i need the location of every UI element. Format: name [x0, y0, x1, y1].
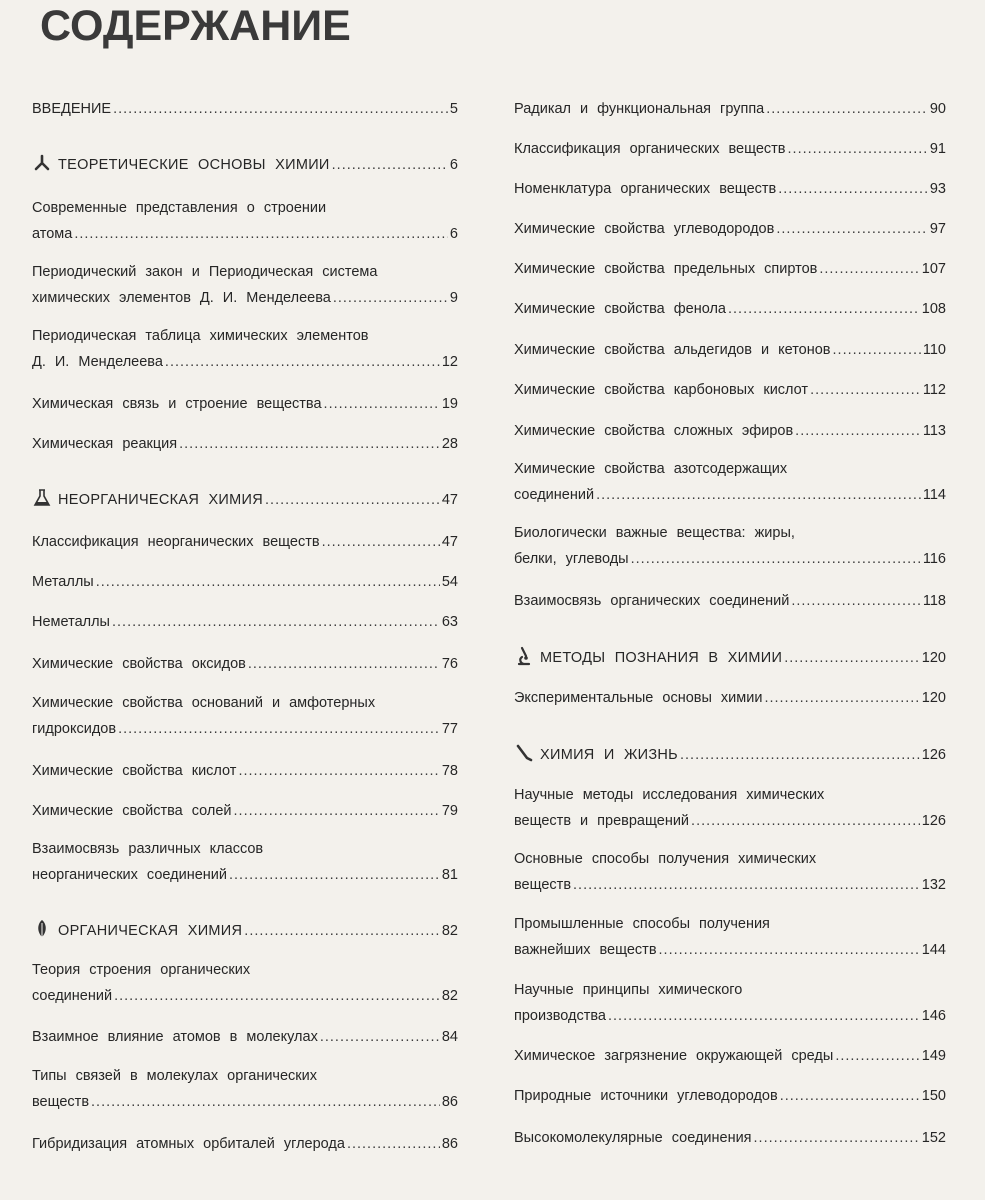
- toc-entry-text: важнейших веществ: [514, 942, 657, 958]
- dot-leader: [112, 609, 440, 635]
- dot-leader: [680, 742, 920, 768]
- toc-entry-text: Химические свойства углеводородов: [514, 221, 775, 237]
- page-number: 146: [921, 1008, 946, 1024]
- toc-entry-text: Химические свойства солей: [32, 803, 232, 819]
- toc-entry-row: [32, 431, 458, 457]
- toc-entry-text: Экспериментальные основы химии: [514, 690, 763, 706]
- toc-entry: [32, 1024, 458, 1050]
- toc-entry-text: Металлы: [32, 574, 94, 590]
- toc-entry-text: веществ: [32, 1094, 90, 1110]
- toc-entry-row: [32, 918, 458, 944]
- dot-leader: [333, 285, 448, 311]
- dot-leader: [265, 487, 440, 513]
- toc-entry-text: Классификация органических веществ: [514, 141, 786, 157]
- dot-leader: [320, 1024, 440, 1050]
- toc-entry-text: Природные источники углеводородов: [514, 1088, 778, 1104]
- toc-entry-text: Взаимное влияние атомов в молекулах: [32, 1029, 318, 1045]
- toc-entry-row: [514, 216, 946, 242]
- toc-entry-text: Научные принципы химического: [514, 982, 743, 998]
- toc-entry-row: [514, 337, 946, 363]
- toc-entry: [32, 569, 458, 595]
- dot-leader: [179, 431, 440, 457]
- toc-entry: [514, 782, 946, 834]
- page-number: 5: [449, 101, 458, 117]
- section-title: НЕОРГАНИЧЕСКАЯ ХИМИЯ: [58, 492, 264, 508]
- toc-entry-row: [32, 609, 458, 635]
- page-number: 112: [922, 382, 946, 398]
- toc-entry-text: атома: [32, 226, 73, 242]
- dot-leader: [833, 337, 921, 363]
- dot-leader: [324, 391, 440, 417]
- dot-leader: [74, 221, 448, 247]
- toc-entry-row: [514, 937, 946, 963]
- toc-entry-text: Взаимосвязь различных классов: [32, 841, 264, 857]
- page-number: 152: [921, 1130, 946, 1146]
- toc-entry-text: химических элементов Д. И. Менделеева: [32, 290, 331, 306]
- page-number: 107: [921, 261, 946, 277]
- dot-leader: [776, 216, 928, 242]
- toc-entry-row: [514, 872, 946, 898]
- toc-entry-text: Биологически важные вещества: жиры,: [514, 525, 795, 541]
- toc-entry: [32, 690, 458, 742]
- page-title: СОДЕРЖАНИЕ: [40, 2, 351, 50]
- dot-leader: [114, 983, 440, 1009]
- toc-entry: [514, 296, 946, 322]
- page-number: 108: [921, 301, 946, 317]
- toc-entry-row: [32, 1089, 458, 1115]
- toc-entry-text: Классификация неорганических веществ: [32, 534, 320, 550]
- toc-entry-row: [514, 742, 946, 768]
- toc-entry-row: [32, 1024, 458, 1050]
- toc-entry-row: [32, 487, 458, 513]
- dot-leader: [780, 1083, 920, 1109]
- toc-entry: [514, 846, 946, 898]
- toc-entry-row: [514, 256, 946, 282]
- toc-entry: [514, 337, 946, 363]
- page-number: 91: [929, 141, 946, 157]
- toc-entry-row: [32, 152, 458, 178]
- toc-entry-row: [514, 808, 946, 834]
- toc-entry-text: Неметаллы: [32, 614, 110, 630]
- dot-leader: [659, 937, 920, 963]
- page-number: 132: [921, 877, 946, 893]
- page-number: 120: [921, 650, 946, 666]
- toc-entry: [32, 957, 458, 1009]
- toc-entry-text: Радикал и функциональная группа: [514, 101, 765, 117]
- pipette-icon: [514, 743, 534, 763]
- toc-section-heading: [514, 742, 946, 768]
- dot-leader: [596, 482, 921, 508]
- page-number: 78: [441, 763, 458, 779]
- toc-entry: [514, 256, 946, 282]
- page-number: 6: [449, 226, 458, 242]
- toc-entry: [32, 609, 458, 635]
- page-number: 113: [922, 423, 946, 439]
- section-title: ХИМИЯ И ЖИЗНЬ: [540, 747, 678, 763]
- page-number: 6: [449, 157, 458, 173]
- page-number: 118: [922, 593, 946, 609]
- leaf-icon: [32, 919, 52, 939]
- toc-entry-text: соединений: [32, 988, 113, 1004]
- page-number: 63: [441, 614, 458, 630]
- page-number: 54: [441, 574, 458, 590]
- toc-entry-text: Типы связей в молекулах органических: [32, 1068, 317, 1084]
- toc-entry-text: гидроксидов: [32, 721, 117, 737]
- toc-entry: [32, 1063, 458, 1115]
- dot-leader: [238, 758, 439, 784]
- toc-entry-text: веществ: [514, 877, 572, 893]
- dot-leader: [118, 716, 440, 742]
- toc-entry: [32, 1131, 458, 1157]
- toc-entry-row: [32, 529, 458, 555]
- toc-entry: [514, 418, 946, 444]
- toc-entry-text: неорганических соединений: [32, 867, 227, 883]
- toc-entry-text: Химические свойства кислот: [32, 763, 237, 779]
- atom-icon: [32, 153, 52, 173]
- page-number: 86: [441, 1136, 458, 1152]
- flask-icon: [32, 488, 52, 508]
- dot-leader: [810, 377, 921, 403]
- page-number: 116: [922, 551, 946, 567]
- page-number: 120: [921, 690, 946, 706]
- dot-leader: [244, 918, 440, 944]
- page-number: 9: [449, 290, 458, 306]
- toc-entry: [514, 377, 946, 403]
- toc-entry-row: [32, 1131, 458, 1157]
- toc-entry: [32, 651, 458, 677]
- dot-leader: [347, 1131, 440, 1157]
- toc-entry-row: [514, 685, 946, 711]
- toc-entry-text: Химические свойства оксидов: [32, 656, 246, 672]
- dot-leader: [96, 569, 440, 595]
- toc-section-heading: [32, 487, 458, 513]
- dot-leader: [234, 798, 440, 824]
- page-number: 77: [441, 721, 458, 737]
- page-number: 47: [441, 534, 458, 550]
- toc-entry-text: Взаимосвязь органических соединений: [514, 593, 790, 609]
- toc-entry-row: [514, 176, 946, 202]
- toc-entry-text: ВВЕДЕНИЕ: [32, 101, 112, 117]
- toc-entry-row: [514, 1125, 946, 1151]
- toc-entry: [32, 836, 458, 888]
- toc-section-heading: [32, 918, 458, 944]
- page-number: 150: [921, 1088, 946, 1104]
- page-number: 126: [921, 747, 946, 763]
- toc-entry-row: [514, 588, 946, 614]
- toc-entry-text: Химические свойства фенола: [514, 301, 726, 317]
- toc-entry-row: [514, 1043, 946, 1069]
- dot-leader: [91, 1089, 440, 1115]
- dot-leader: [784, 645, 920, 671]
- page-number: 12: [441, 354, 458, 370]
- section-title: ТЕОРЕТИЧЕСКИЕ ОСНОВЫ ХИМИИ: [58, 157, 330, 173]
- toc-entry-text: Теория строения органических: [32, 962, 251, 978]
- toc-entry: [32, 391, 458, 417]
- toc-entry-row: [514, 546, 946, 572]
- toc-entry-text: Периодическая таблица химических элементов: [32, 328, 369, 344]
- page-number: 149: [921, 1048, 946, 1064]
- toc-entry: [32, 758, 458, 784]
- toc-entry-text: Химические свойства сложных эфиров: [514, 423, 794, 439]
- toc-entry-text: белки, углеводы: [514, 551, 629, 567]
- page-number: 19: [441, 396, 458, 412]
- toc-entry: [514, 520, 946, 572]
- page-number: 86: [441, 1094, 458, 1110]
- toc-entry-text: Химические свойства предельных спиртов: [514, 261, 818, 277]
- toc-entry-text: Периодический закон и Периодическая система: [32, 264, 378, 280]
- toc-entry: [514, 1083, 946, 1109]
- toc-entry-text: Химические свойства оснований и амфотерных: [32, 695, 376, 711]
- toc-entry-row: [514, 1083, 946, 1109]
- toc-entry-text: соединений: [514, 487, 595, 503]
- toc-entry: [514, 176, 946, 202]
- dot-leader: [691, 808, 920, 834]
- page-number: 90: [929, 101, 946, 117]
- toc-entry-text: Современные представления о строении: [32, 200, 327, 216]
- page-number: 110: [922, 342, 946, 358]
- toc-entry-text: Д. И. Менделеева: [32, 354, 163, 370]
- dot-leader: [766, 96, 928, 122]
- toc-entry-row: [32, 798, 458, 824]
- toc-entry-text: Химическая связь и строение вещества: [32, 396, 322, 412]
- toc-entry-row: [32, 716, 458, 742]
- toc-entry-text: производства: [514, 1008, 606, 1024]
- toc-section-heading: [32, 152, 458, 178]
- toc-entry: [32, 259, 458, 311]
- toc-entry-row: [32, 862, 458, 888]
- toc-entry: [514, 1125, 946, 1151]
- toc-entry-row: [32, 758, 458, 784]
- toc-entry-row: [514, 418, 946, 444]
- toc-entry-text: веществ и превращений: [514, 813, 690, 829]
- dot-leader: [573, 872, 920, 898]
- toc-entry-row: [32, 285, 458, 311]
- toc-entry-row: [32, 221, 458, 247]
- toc-entry: [32, 96, 458, 122]
- toc-entry-row: [514, 96, 946, 122]
- toc-entry-text: Химические свойства азотсодержащих: [514, 461, 788, 477]
- page-number: 76: [441, 656, 458, 672]
- dot-leader: [229, 862, 440, 888]
- toc-entry-row: [514, 377, 946, 403]
- toc-entry: [514, 685, 946, 711]
- section-title: МЕТОДЫ ПОЗНАНИЯ В ХИМИИ: [540, 650, 783, 666]
- toc-entry-text: Гибридизация атомных орбиталей углерода: [32, 1136, 345, 1152]
- toc-entry-row: [32, 349, 458, 375]
- page-number: 97: [929, 221, 946, 237]
- dot-leader: [819, 256, 919, 282]
- page-number: 81: [441, 867, 458, 883]
- toc-entry-row: [32, 96, 458, 122]
- toc-entry-row: [32, 983, 458, 1009]
- dot-leader: [795, 418, 921, 444]
- toc-entry: [32, 529, 458, 555]
- dot-leader: [791, 588, 921, 614]
- toc-entry-row: [514, 482, 946, 508]
- page-number: 126: [921, 813, 946, 829]
- toc-entry: [514, 216, 946, 242]
- dot-leader: [165, 349, 440, 375]
- page-number: 144: [921, 942, 946, 958]
- dot-leader: [113, 96, 448, 122]
- toc-entry: [32, 195, 458, 247]
- toc-entry-text: Химические свойства альдегидов и кетонов: [514, 342, 831, 358]
- toc-entry-row: [32, 651, 458, 677]
- toc-entry-text: Высокомолекулярные соединения: [514, 1130, 752, 1146]
- dot-leader: [631, 546, 921, 572]
- toc-entry: [514, 911, 946, 963]
- dot-leader: [764, 685, 919, 711]
- page-number: 82: [441, 988, 458, 1004]
- toc-entry: [514, 96, 946, 122]
- dot-leader: [322, 529, 440, 555]
- page-number: 47: [441, 492, 458, 508]
- page-number: 79: [441, 803, 458, 819]
- toc-entry-row: [514, 136, 946, 162]
- toc-entry-text: Научные методы исследования химических: [514, 787, 825, 803]
- toc-entry: [32, 798, 458, 824]
- dot-leader: [778, 176, 928, 202]
- toc-entry-row: [32, 391, 458, 417]
- toc-entry-text: Химическое загрязнение окружающей среды: [514, 1048, 834, 1064]
- toc-entry: [514, 1043, 946, 1069]
- dot-leader: [608, 1003, 920, 1029]
- toc-entry-text: Номенклатура органических веществ: [514, 181, 777, 197]
- toc-section-heading: [514, 645, 946, 671]
- microscope-icon: [514, 646, 534, 666]
- dot-leader: [728, 296, 920, 322]
- toc-entry-text: Промышленные способы получения: [514, 916, 770, 932]
- dot-leader: [754, 1125, 920, 1151]
- toc-entry-text: Основные способы получения химических: [514, 851, 817, 867]
- page-number: 28: [441, 436, 458, 452]
- toc-entry: [514, 136, 946, 162]
- section-title: ОРГАНИЧЕСКАЯ ХИМИЯ: [58, 923, 243, 939]
- toc-entry: [32, 431, 458, 457]
- toc-entry: [514, 977, 946, 1029]
- dot-leader: [835, 1043, 919, 1069]
- toc-entry-row: [32, 569, 458, 595]
- dot-leader: [788, 136, 928, 162]
- page-number: 93: [929, 181, 946, 197]
- toc-entry: [514, 588, 946, 614]
- toc-entry: [514, 456, 946, 508]
- page-number: 84: [441, 1029, 458, 1045]
- page-number: 114: [922, 487, 946, 503]
- dot-leader: [332, 152, 448, 178]
- toc-entry: [32, 323, 458, 375]
- toc-entry-text: Химическая реакция: [32, 436, 178, 452]
- toc-entry-row: [514, 296, 946, 322]
- toc-entry-text: Химические свойства карбоновых кислот: [514, 382, 809, 398]
- dot-leader: [248, 651, 440, 677]
- toc-entry-row: [514, 1003, 946, 1029]
- page-number: 82: [441, 923, 458, 939]
- toc-entry-row: [514, 645, 946, 671]
